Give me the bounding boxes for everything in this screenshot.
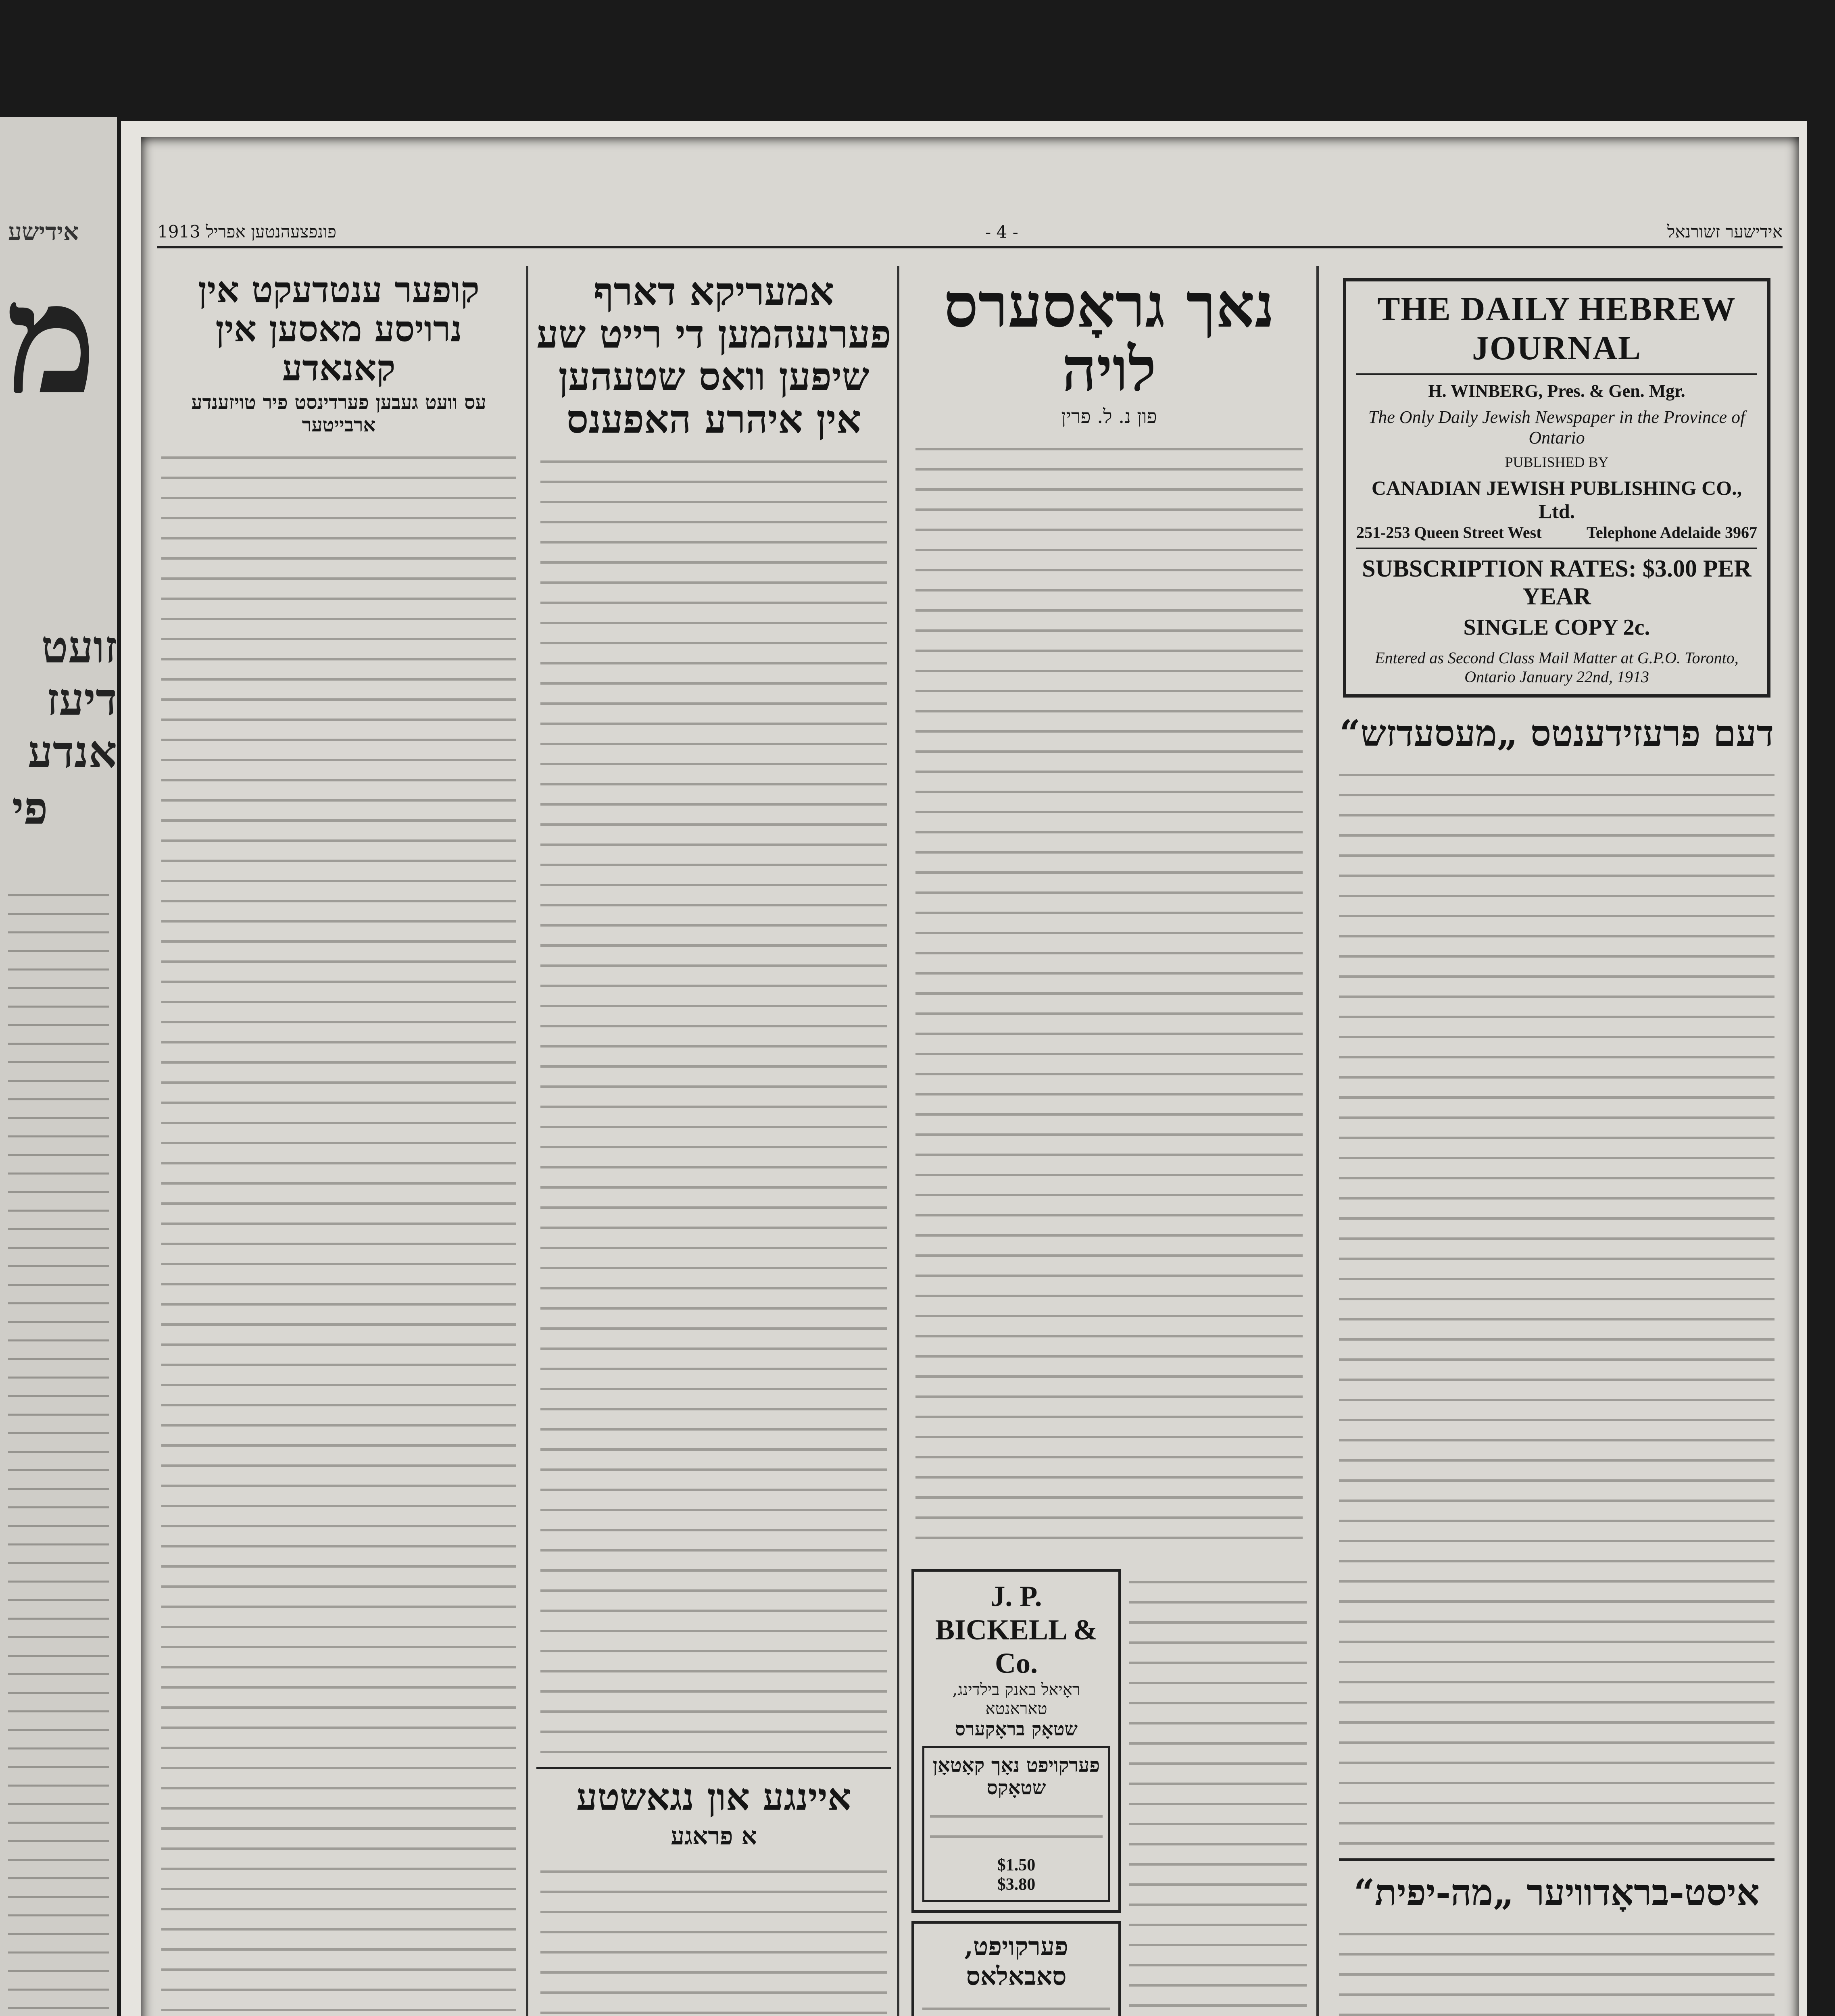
- postal-entry-note: Entered as Second Class Mail Matter at G.P.O. Toronto, Ontario January 22nd, 1913: [1375, 649, 1739, 686]
- masthead-address: 251-253 Queen Street West: [1356, 523, 1542, 541]
- second-editorial-headline: איסט-בראָדוויער „מה-יפית“: [1339, 1858, 1775, 1913]
- subscription-rates: SUBSCRIPTION RATES: $3.00 PER YEAR: [1362, 555, 1752, 610]
- masthead-title: THE DAILY HEBREW JOURNAL: [1377, 290, 1736, 367]
- page-number: - 4 -: [985, 222, 1018, 242]
- lead-continued-body: [1129, 1569, 1307, 2016]
- small-column-body: [540, 1858, 887, 2016]
- previous-page-heading: זועט דיעז אנדע: [27, 621, 117, 778]
- copper-headline: קופער ענטדעקט אין נרויסע מאסען אין קאנאדע: [198, 269, 480, 389]
- masthead-rule-2: [1356, 548, 1757, 549]
- small-column-headline: איינגע און נגאשטע: [536, 1767, 891, 1818]
- masthead-rule: [1356, 373, 1757, 375]
- copper-subhead: עס וועט געבען פערדינסט פיר טויזענדע ארבייטער: [191, 391, 486, 437]
- shipping-body: [540, 448, 887, 1759]
- kemerer-ad: [911, 1921, 1121, 2016]
- copper-body: [161, 444, 516, 2016]
- bickell-name: J. P. BICKELL & Co.: [935, 1580, 1098, 1679]
- bickell-offer: פערקויפט נאָך קאָטאָן שטאָקס: [932, 1754, 1100, 1799]
- lead-headline: נאך גראָסערס לויה: [944, 270, 1274, 405]
- bickell-offer-text: [930, 1803, 1103, 1851]
- previous-page-letters: פי: [12, 782, 48, 834]
- column-copper: [157, 266, 520, 2016]
- paper-name: אידישער זשורנאל: [1667, 222, 1783, 242]
- ads-area: [911, 1569, 1307, 2016]
- bickell-ad: [911, 1569, 1121, 1913]
- issue-date: פונפצעהנטען אפריל 1913: [157, 222, 336, 242]
- column-shipping: [536, 266, 891, 2016]
- previous-page-text: [8, 883, 109, 2016]
- column-rule-3: [526, 266, 528, 2016]
- column-lead: [907, 266, 1311, 2016]
- bickell-price-1: $1.50: [997, 1856, 1036, 1874]
- bickell-price-2: $3.80: [997, 1875, 1036, 1894]
- masthead-owner: H. WINBERG, Pres. & Gen. Mgr.: [1428, 381, 1685, 401]
- masthead-company: CANADIAN JEWISH PUBLISHING CO., Ltd.: [1371, 477, 1742, 523]
- column-rule-2: [897, 266, 899, 2016]
- single-copy-price: SINGLE COPY 2c.: [1463, 615, 1650, 640]
- small-column-subhead: א פראגע: [671, 1822, 757, 1850]
- masthead-published-by: PUBLISHED BY: [1505, 454, 1609, 470]
- second-editorial-body: [1339, 1921, 1775, 2016]
- lead-byline: פון נ. ל. פרין: [1061, 405, 1157, 428]
- kemerer-text: [922, 1995, 1110, 2016]
- column-rule: [1316, 266, 1319, 2016]
- lead-body: [915, 436, 1303, 1557]
- page-header: [157, 218, 1783, 248]
- previous-page-fragment: [0, 117, 117, 2016]
- masthead: [1343, 278, 1770, 698]
- ads-column: [911, 1569, 1121, 2016]
- editorial-body: [1339, 762, 1775, 1850]
- kemerer-title: פערקויפט, סאבאלאס: [964, 1932, 1068, 1991]
- previous-page-header: אידישע: [8, 218, 79, 246]
- bickell-offer-box: [922, 1746, 1110, 1902]
- masthead-address-row: [1356, 523, 1757, 542]
- previous-page-big-letter: מ: [6, 248, 97, 429]
- editorial-headline: דעם פרעזידענטס „מעסעדזש“: [1339, 712, 1774, 755]
- shipping-headline: אמעריקא דארף פערנעהמען די רייט שע שיפען וואס שטעהען אין איהרע האפענס: [536, 269, 891, 442]
- newspaper-page: [141, 137, 1799, 2016]
- bickell-line2: שטאָק בראָקערס: [955, 1718, 1078, 1740]
- column-editorial: [1327, 266, 1787, 2016]
- lead-continued: [1129, 1569, 1307, 2016]
- masthead-tagline: The Only Daily Jewish Newspaper in the Province of Ontario: [1368, 407, 1745, 448]
- masthead-telephone: Telephone Adelaide 3967: [1586, 523, 1757, 541]
- bickell-line1: ראָיאל באנק בילדינג, טאראנטא: [952, 1681, 1080, 1718]
